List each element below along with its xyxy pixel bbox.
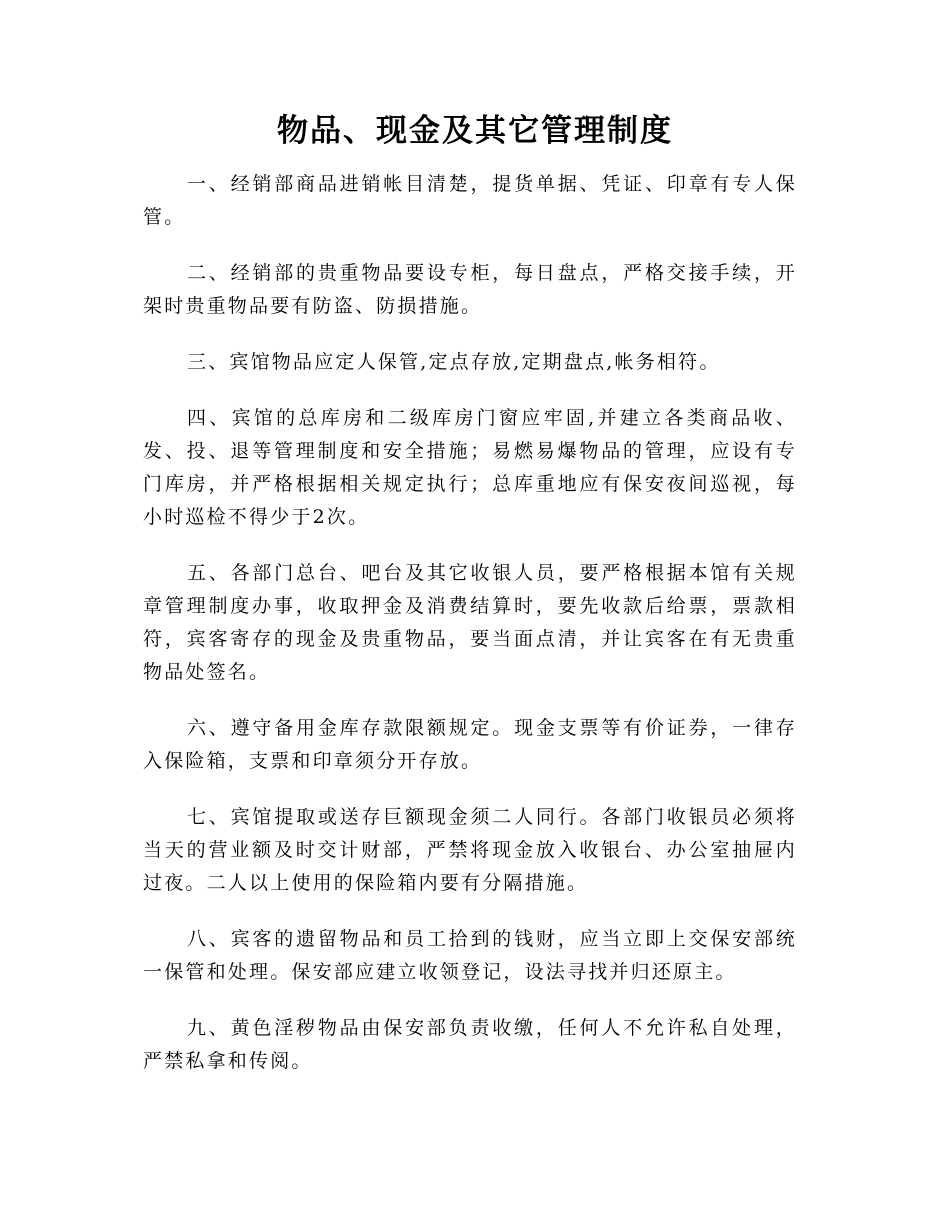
clause-8: 八、宾客的遗留物品和员工拾到的钱财，应当立即上交保安部统一保管和处理。保安部应建立收领登记，设法寻找并归还原主。 (143, 928, 797, 983)
clause-3: 三、宾馆物品应定人保管,定点存放,定期盘点,帐务相符。 (187, 351, 721, 373)
clause-6: 六、遵守备用金库存款限额规定。现金支票等有价证券，一律存入保险箱，支票和印章须分开存放。 (143, 717, 797, 772)
clause-1: 一、经销部商品进销帐目清楚，提货单据、凭证、印章有专人保管。 (143, 173, 797, 228)
document-title: 物品、现金及其它管理制度 (277, 113, 673, 149)
clause-4: 四、宾馆的总库房和二级库房门窗应牢固,并建立各类商品收、发、投、退等管理制度和安全措施；易燃易爆物品的管理，应设有专门库房，并严格根据相关规定执行；总库重地应有保安夜间巡视，每小时巡检不得少于2次。 (143, 407, 797, 528)
clause-2: 二、经销部的贵重物品要设专柜，每日盘点，严格交接手续，开架时贵重物品要有防盗、防损措施。 (143, 262, 797, 317)
clause-5: 五、各部门总台、吧台及其它收银人员，要严格根据本馆有关规章管理制度办事，收取押金及消费结算时，要先收款后给票，票款相符，宾客寄存的现金及贵重物品，要当面点清，并让宾客在有无贵重物品处签名。 (143, 562, 797, 683)
clause-9: 九、黄色淫秽物品由保安部负责收缴，任何人不允许私自处理，严禁私拿和传阅。 (143, 1017, 797, 1072)
document-body (143, 168, 797, 1101)
clause-7: 七、宾馆提取或送存巨额现金须二人同行。各部门收银员必须将当天的营业额及时交计财部，严禁将现金放入收银台、办公室抽屉内过夜。二人以上使用的保险箱内要有分隔措施。 (143, 806, 797, 894)
